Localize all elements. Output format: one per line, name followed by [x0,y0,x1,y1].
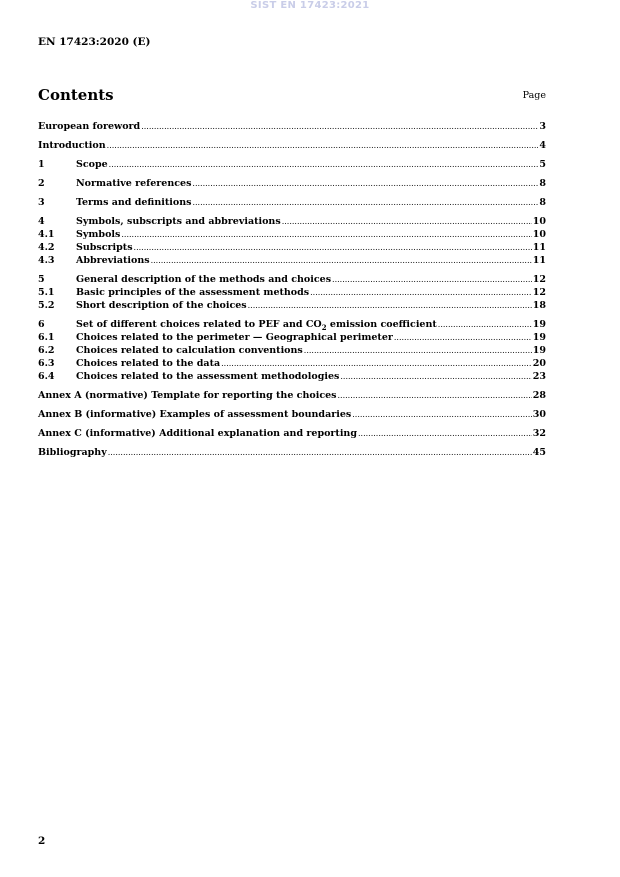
toc-entry-page: 19 [532,319,546,330]
table-of-contents [38,120,546,459]
toc-entry-2[interactable] [38,177,546,190]
toc-entry-page: 28 [532,390,546,401]
toc-entry-1[interactable] [38,158,546,171]
toc-entry-page: 20 [532,358,546,369]
toc-entry-title: Subscripts [76,242,133,253]
toc-entry-title: Abbreviations [76,255,150,266]
toc-entry-title: Annex A (normative) Template for reporting the choices [38,390,337,401]
toc-entry-number: 6.3 [38,358,55,369]
document-id-header: EN 17423:2020 (E) [38,36,151,48]
toc-entry-european-foreword[interactable] [38,120,546,133]
toc-leader [109,158,539,171]
toc-leader [304,344,532,357]
toc-entry-number: 4.2 [38,242,55,253]
toc-entry-number: 4.1 [38,229,55,240]
toc-entry-page: 4 [539,140,546,151]
toc-leader [192,177,538,190]
toc-entry-annex-c[interactable] [38,427,546,440]
toc-entry-number: 5.2 [38,300,55,311]
toc-entry-title: Symbols, subscripts and abbreviations [76,216,281,227]
toc-entry-title: Annex C (informative) Additional explanation and reporting [38,428,357,439]
toc-entry-5-1[interactable] [38,286,546,299]
toc-entry-number: 3 [38,197,45,208]
toc-entry-page: 8 [539,197,546,208]
toc-entry-3[interactable] [38,196,546,209]
toc-entry-4[interactable] [38,215,546,228]
toc-title-subscript: 2 [321,322,327,332]
toc-entry-page: 30 [532,409,546,420]
toc-leader [248,299,532,312]
toc-entry-6-4[interactable] [38,370,546,383]
toc-entry-page: 45 [532,447,546,458]
toc-entry-page: 11 [532,255,546,266]
toc-entry-annex-a[interactable] [38,389,546,402]
toc-entry-page: 12 [532,287,546,298]
toc-leader [221,357,532,370]
toc-entry-4-3[interactable] [38,254,546,267]
toc-entry-title: Bibliography [38,447,107,458]
toc-entry-title [76,318,437,331]
toc-entry-page: 12 [532,274,546,285]
toc-entry-page: 32 [532,428,546,439]
toc-entry-4-2[interactable] [38,241,546,254]
toc-entry-title: Symbols [76,229,121,240]
toc-entry-page: 19 [532,345,546,356]
toc-entry-page: 19 [532,332,546,343]
toc-entry-title: Annex B (informative) Examples of assessment boundaries [38,409,352,420]
toc-leader [107,139,539,152]
toc-entry-page: 11 [532,242,546,253]
toc-entry-bibliography[interactable] [38,446,546,459]
toc-entry-page: 8 [539,178,546,189]
toc-leader [310,286,532,299]
toc-entry-introduction[interactable] [38,139,546,152]
toc-entry-5[interactable] [38,273,546,286]
toc-entry-number: 4.3 [38,255,55,266]
toc-entry-page: 10 [532,229,546,240]
toc-entry-number: 6.4 [38,371,55,382]
toc-entry-number: 6.2 [38,345,55,356]
toc-entry-title: Terms and definitions [76,197,192,208]
toc-entry-6-1[interactable] [38,331,546,344]
toc-entry-6-3[interactable] [38,357,546,370]
toc-entry-page: 18 [532,300,546,311]
toc-leader [121,228,531,241]
toc-entry-page: 10 [532,216,546,227]
toc-entry-number: 6 [38,319,45,330]
toc-leader [340,370,531,383]
contents-title: Contents [38,86,114,104]
toc-entry-title: Scope [76,159,108,170]
toc-leader [108,446,532,459]
toc-entry-annex-b[interactable] [38,408,546,421]
toc-entry-title: European foreword [38,121,141,132]
toc-entry-number: 6.1 [38,332,55,343]
page-column-label: Page [522,90,546,101]
toc-leader [141,120,538,133]
toc-entry-title: Introduction [38,140,106,151]
toc-entry-page: 3 [539,121,546,132]
toc-leader [151,254,532,267]
toc-entry-number: 1 [38,159,45,170]
toc-entry-6[interactable] [38,318,546,331]
toc-leader [438,318,532,331]
toc-entry-title: General description of the methods and choices [76,274,332,285]
toc-leader [332,273,532,286]
toc-entry-number: 2 [38,178,45,189]
toc-leader [358,427,532,440]
toc-entry-5-2[interactable] [38,299,546,312]
toc-leader [134,241,532,254]
toc-leader [282,215,532,228]
toc-entry-title: Short description of the choices [76,300,247,311]
toc-title-part: Set of different choices related to PEF and CO [76,319,322,330]
toc-entry-title: Normative references [76,178,192,189]
toc-entry-number: 4 [38,216,45,227]
toc-leader [394,331,532,344]
toc-entry-number: 5 [38,274,45,285]
toc-entry-number: 5.1 [38,287,55,298]
toc-entry-6-2[interactable] [38,344,546,357]
toc-entry-title: Choices related to the assessment methodologies [76,371,340,382]
page-number: 2 [38,835,46,847]
toc-title-part: emission coefficient [326,319,437,330]
toc-entry-title: Choices related to the perimeter — Geographical perimeter [76,332,393,343]
toc-entry-4-1[interactable] [38,228,546,241]
toc-entry-page: 23 [532,371,546,382]
toc-leader [338,389,532,402]
toc-entry-title: Choices related to the data [76,358,221,369]
toc-entry-title: Choices related to calculation conventions [76,345,303,356]
toc-entry-page: 5 [539,159,546,170]
toc-leader [352,408,532,421]
toc-leader [192,196,538,209]
toc-entry-title: Basic principles of the assessment methods [76,287,310,298]
watermark: SIST EN 17423:2021 [250,0,370,11]
